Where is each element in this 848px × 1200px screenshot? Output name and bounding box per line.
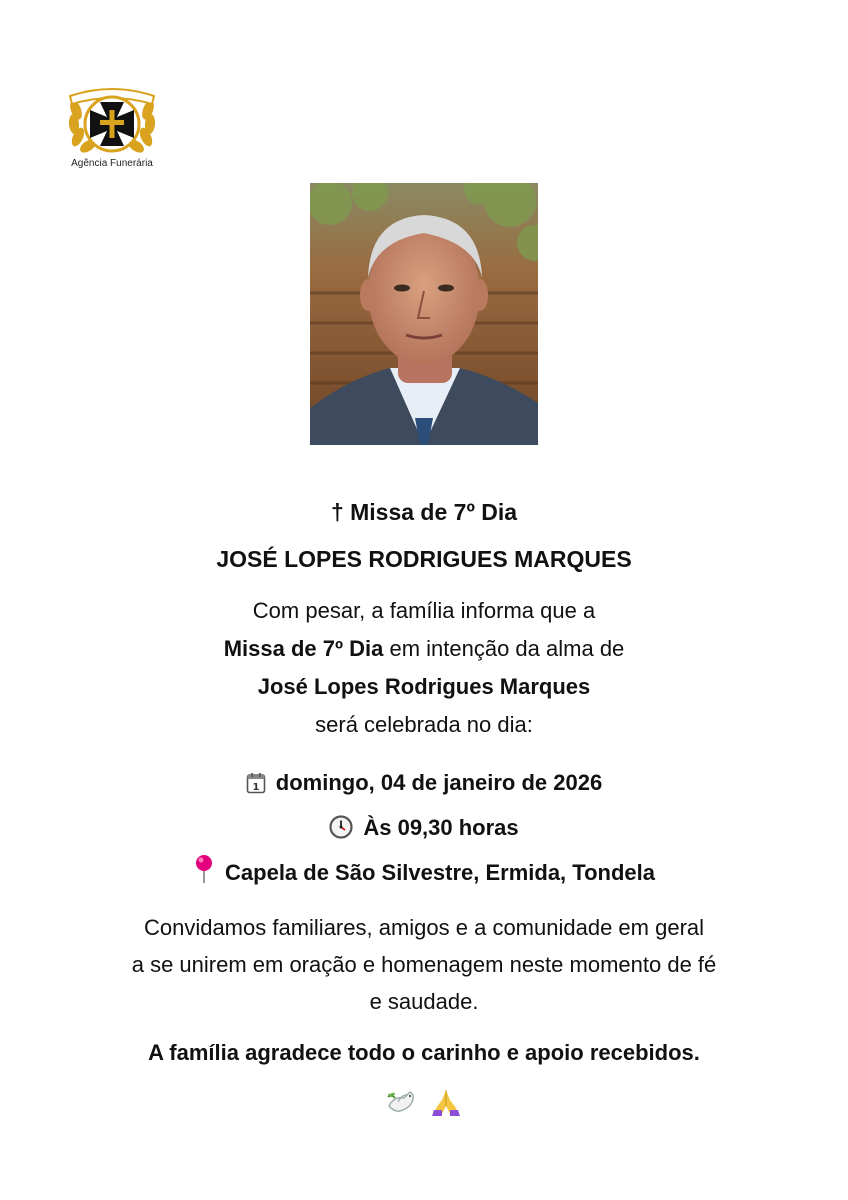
calendar-icon <box>246 766 266 807</box>
closing-icons <box>0 1086 848 1120</box>
intro-line: será celebrada no dia: <box>315 712 533 737</box>
deceased-name: José Lopes Rodrigues Marques <box>257 674 591 699</box>
svg-text:1: 1 <box>252 782 260 793</box>
service-location: Capela de São Silvestre, Ermida, Tondela <box>0 852 848 897</box>
notice-heading: † Missa de 7º Dia <box>330 499 518 525</box>
intro-line <box>0 630 848 668</box>
laurel-cross-emblem <box>62 80 162 156</box>
dove-icon <box>386 1086 418 1120</box>
service-time: Às 09,30 horas <box>0 807 848 852</box>
invitation-line: Convidamos familiares, amigos e a comunidade em geral <box>143 915 705 940</box>
invitation-line: e saudade. <box>369 989 479 1014</box>
praying-hands-icon <box>430 1086 462 1120</box>
notice-body <box>0 492 848 1120</box>
portrait-photo <box>310 183 538 445</box>
invitation-paragraph <box>0 909 848 1020</box>
pushpin-icon <box>193 854 215 897</box>
agency-logo <box>62 80 162 172</box>
service-details <box>0 762 848 897</box>
logo-caption: Agência Funerária <box>71 158 153 169</box>
thanks-message: A família agradece todo o carinho e apoio recebidos. <box>148 1040 700 1065</box>
intro-text: em intenção da alma de <box>383 636 625 661</box>
deceased-name-title: JOSÉ LOPES RODRIGUES MARQUES <box>216 546 632 572</box>
service-date: 1 domingo, 04 de janeiro de 2026 <box>0 762 848 807</box>
clock-icon <box>329 811 353 852</box>
intro-paragraph <box>0 592 848 744</box>
mass-label: Missa de 7º Dia <box>223 636 384 661</box>
intro-line: Com pesar, a família informa que a <box>252 598 596 623</box>
invitation-line: a se unirem em oração e homenagem neste momento de fé <box>131 952 717 977</box>
